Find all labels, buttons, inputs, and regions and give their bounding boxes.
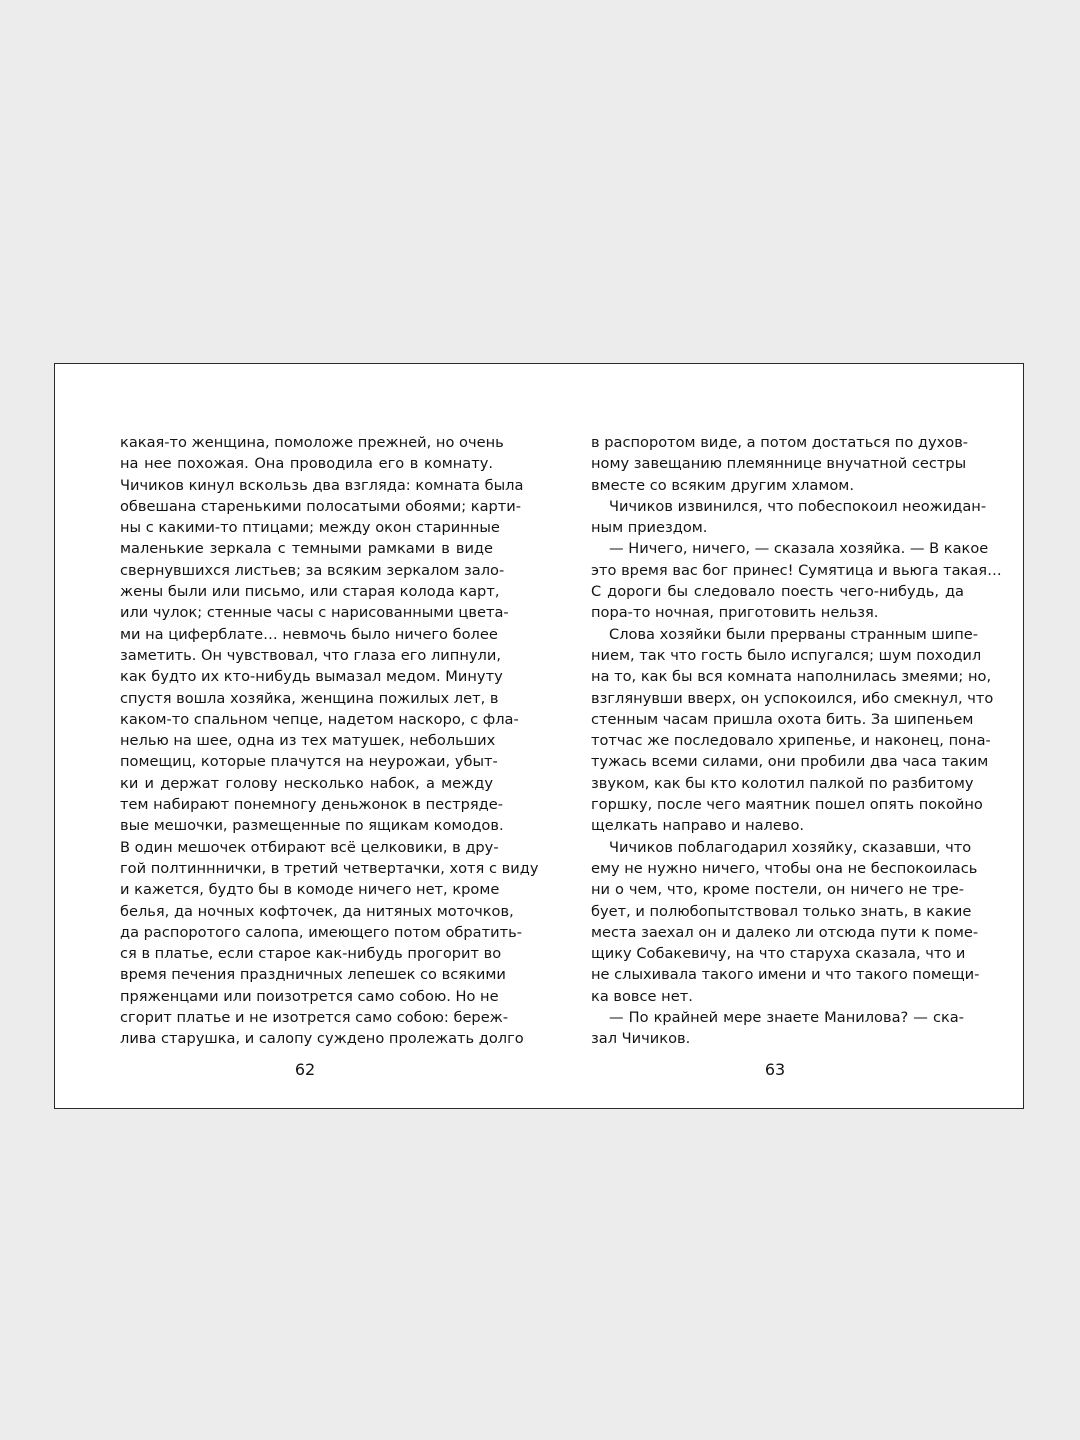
text-line: да распоротого салопа, имеющего потом обратить- <box>120 923 522 941</box>
text-line: как будто их кто-нибудь вымазал медом. Минуту <box>120 668 503 686</box>
text-line: горшку, после чего маятник пошел опять покойно <box>591 796 983 814</box>
text-line: ни о чем, что, кроме постели, он ничего не тре- <box>591 881 964 899</box>
text-line: ки и держат голову несколько набок, а между <box>120 774 493 792</box>
text-line: В один мешочек отбирают всё целковики, в дру- <box>120 838 499 856</box>
text-line: щелкать направо и налево. <box>591 817 805 835</box>
text-line: спустя вошла хозяйка, женщина пожилых лет, в <box>120 689 499 707</box>
text-line: не слыхивала такого имени и что такого помещи- <box>591 966 980 984</box>
text-line: свернувшихся листьев; за всяким зеркалом зало- <box>120 561 505 579</box>
text-line: белья, да ночных кофточек, да нитяных моточков, <box>120 902 514 920</box>
text-line: тужась всеми силами, они пробили два часа таким <box>591 753 989 771</box>
left-page-text <box>120 432 539 1050</box>
book-spread <box>54 363 1024 1109</box>
text-line: зал Чичиков. <box>591 1030 691 1048</box>
text-line: какая-то женщина, помоложе прежней, но очень <box>120 434 504 451</box>
text-line: гой полтинннички, в третий четвертачки, хотя с виду <box>120 859 539 877</box>
left-page-number: 62 <box>294 1060 316 1079</box>
text-line: ему не нужно ничего, чтобы она не беспокоилась <box>591 859 978 877</box>
text-line: жены были или письмо, или старая колода карт, <box>120 583 500 601</box>
text-line: бует, и полюбопытствовал только знать, в какие <box>591 902 972 920</box>
text-line: Чичиков извинился, что побеспокоил неожидан- <box>609 497 987 515</box>
text-line: Чичиков поблагодарил хозяйку, сказавши, что <box>609 838 972 856</box>
text-line: обвешана старенькими полосатыми обоями; карти- <box>120 497 522 515</box>
text-line: — По крайней мере знаете Манилова? — ска- <box>609 1009 964 1027</box>
right-page-text <box>591 432 1002 1050</box>
text-line: тем набирают понемногу деньжонок в пестряде- <box>120 796 504 814</box>
text-line: стенным часам пришла охота бить. За шипеньем <box>591 710 974 728</box>
text-line: на нее похожая. Она проводила его в комнату. <box>120 455 493 473</box>
text-line: Чичиков кинул вскользь два взгляда: комната была <box>120 476 524 494</box>
text-line: заметить. Он чувствовал, что глаза его липнули, <box>120 646 501 664</box>
text-line: каком-то спальном чепце, надетом наскоро, с фла- <box>120 710 519 728</box>
text-line: места заехал он и далеко ли отсюда пути к поме- <box>591 923 979 941</box>
text-line: щику Собакевичу, на что старуха сказала, что и <box>591 945 966 963</box>
text-line: и кажется, будто бы в комоде ничего нет, кроме <box>120 881 500 899</box>
text-line: ному завещанию племяннице внучатной сестры <box>591 455 967 473</box>
text-line: в распоротом виде, а потом достаться по духов- <box>591 434 969 451</box>
text-line: С дороги бы следовало поесть чего-нибудь, да <box>591 583 964 601</box>
text-line: вместе со всяким другим хламом. <box>591 476 854 494</box>
text-line: на то, как бы вся комната наполнилась змеями; но, <box>591 668 992 686</box>
text-line: Слова хозяйки были прерваны странным шипе- <box>609 625 979 643</box>
text-line: это время вас бог принес! Сумятица и вьюга такая… <box>591 561 1002 579</box>
text-line: ны с какими-то птицами; между окон старинные <box>120 519 500 537</box>
text-line: ка вовсе нет. <box>591 987 693 1005</box>
text-line: ся в платье, если старое как-нибудь прогорит во <box>120 945 502 963</box>
text-line: взглянувши вверх, он успокоился, ибо смекнул, что <box>591 689 994 707</box>
text-line: маленькие зеркала с темными рамками в виде <box>120 540 493 558</box>
text-line: пряженцами или поизотрется само собою. Но не <box>120 987 499 1005</box>
text-line: нием, так что гость было испугался; шум походил <box>591 646 982 664</box>
text-line: лива старушка, и салопу суждено пролежать долго <box>120 1030 524 1048</box>
text-line: нелью на шее, одна из тех матушек, небольших <box>120 732 496 750</box>
text-line: звуком, как бы кто колотил палкой по разбитому <box>591 774 974 792</box>
text-line: — Ничего, ничего, — сказала хозяйка. — В какое <box>609 540 989 558</box>
right-page-number: 63 <box>764 1060 786 1079</box>
text-line: время печения праздничных лепешек со всякими <box>120 966 506 984</box>
text-line: тотчас же последовало хрипенье, и наконец, пона- <box>591 732 991 750</box>
text-line: ным приездом. <box>591 519 708 537</box>
text-line: пора-то ночная, приготовить нельзя. <box>591 604 879 622</box>
text-line: или чулок; стенные часы с нарисованными цвета- <box>120 604 509 622</box>
text-line: вые мешочки, размещенные по ящикам комодов. <box>120 817 504 835</box>
text-line: сгорит платье и не изотрется само собою: береж- <box>120 1009 509 1027</box>
text-line: ми на циферблате… невмочь было ничего более <box>120 625 498 643</box>
text-line: помещиц, которые плачутся на неурожаи, убыт- <box>120 753 498 771</box>
